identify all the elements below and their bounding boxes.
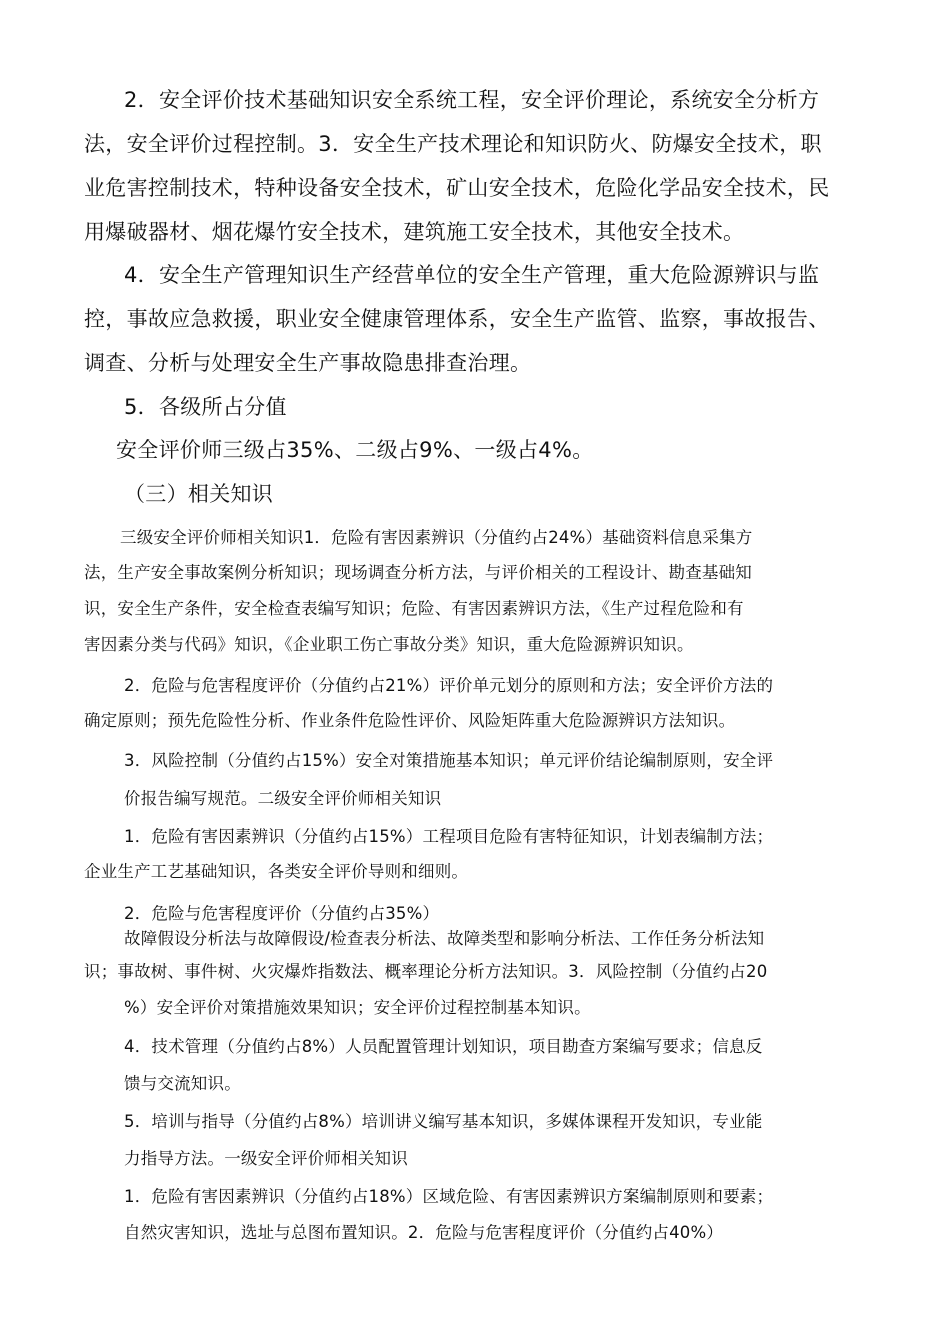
big-line-8: 5．各级所占分值	[124, 395, 287, 419]
small-line-15: 4．技术管理（分值约占8%）人员配置管理计划知识，项目勘查方案编写要求；信息反	[124, 1037, 763, 1056]
small-line-13: 识；事故树、事件树、火灾爆炸指数法、概率理论分析方法知识。3．风险控制（分值约占20	[84, 962, 768, 981]
small-line-11: 2．危险与危害程度评价（分值约占35%）	[124, 904, 440, 923]
small-line-6: 确定原则；预先危险性分析、作业条件危险性评价、风险矩阵重大危险源辨识方法知识。	[84, 711, 736, 730]
small-line-16: 馈与交流知识。	[124, 1074, 241, 1093]
small-line-7: 3．风险控制（分值约占15%）安全对策措施基本知识；单元评价结论编制原则，安全评	[124, 751, 774, 770]
small-line-17: 5．培训与指导（分值约占8%）培训讲义编写基本知识，多媒体课程开发知识，专业能	[124, 1112, 763, 1131]
small-line-8: 价报告编写规范。二级安全评价师相关知识	[124, 789, 442, 808]
big-line-1: 2．安全评价技术基础知识安全系统工程，安全评价理论，系统安全分析方	[124, 88, 820, 112]
small-line-12: 故障假设分析法与故障假设/检查表分析法、故障类型和影响分析法、工作任务分析法知	[124, 929, 765, 948]
big-line-6: 控，事故应急救援，职业安全健康管理体系，安全生产监管、监察，事故报告、	[84, 307, 830, 331]
small-line-14: %）安全评价对策措施效果知识；安全评价过程控制基本知识。	[124, 998, 591, 1017]
big-line-7: 调查、分析与处理安全生产事故隐患排查治理。	[84, 351, 532, 375]
big-line-3: 业危害控制技术，特种设备安全技术，矿山安全技术，危险化学品安全技术，民	[84, 176, 830, 200]
small-line-19: 1．危险有害因素辨识（分值约占18%）区域危险、有害因素辨识方案编制原则和要素；	[124, 1187, 774, 1206]
small-line-20: 自然灾害知识，选址与总图布置知识。2．危险与危害程度评价（分值约占40%）	[124, 1223, 724, 1242]
small-line-10: 企业生产工艺基础知识，各类安全评价导则和细则。	[84, 862, 469, 881]
small-line-9: 1．危险有害因素辨识（分值约占15%）工程项目危险有害特征知识，计划表编制方法；	[124, 827, 774, 846]
big-line-9: 安全评价师三级占35%、二级占9%、一级占4%。	[116, 438, 594, 462]
big-line-5: 4．安全生产管理知识生产经营单位的安全生产管理，重大危险源辨识与监	[124, 263, 820, 287]
small-line-18: 力指导方法。一级安全评价师相关知识	[124, 1149, 408, 1168]
section-heading: （三）相关知识	[124, 482, 274, 506]
small-line-4: 害因素分类与代码》知识，《企业职工伤亡事故分类》知识，重大危险源辨识知识。	[84, 635, 694, 654]
big-line-2: 法，安全评价过程控制。3．安全生产技术理论和知识防火、防爆安全技术，职	[84, 132, 822, 156]
small-line-2: 法，生产安全事故案例分析知识；现场调查分析方法，与评价相关的工程设计、勘查基础知	[84, 563, 752, 582]
big-line-4: 用爆破器材、烟花爆竹安全技术，建筑施工安全技术，其他安全技术。	[84, 220, 745, 244]
small-line-1: 三级安全评价师相关知识1．危险有害因素辨识（分值约占24%）基础资料信息采集方	[120, 528, 753, 547]
small-line-5: 2．危险与危害程度评价（分值约占21%）评价单元划分的原则和方法；安全评价方法的	[124, 676, 774, 695]
small-line-3: 识，安全生产条件，安全检查表编写知识；危险、有害因素辨识方法，《生产过程危险和有	[84, 599, 744, 618]
